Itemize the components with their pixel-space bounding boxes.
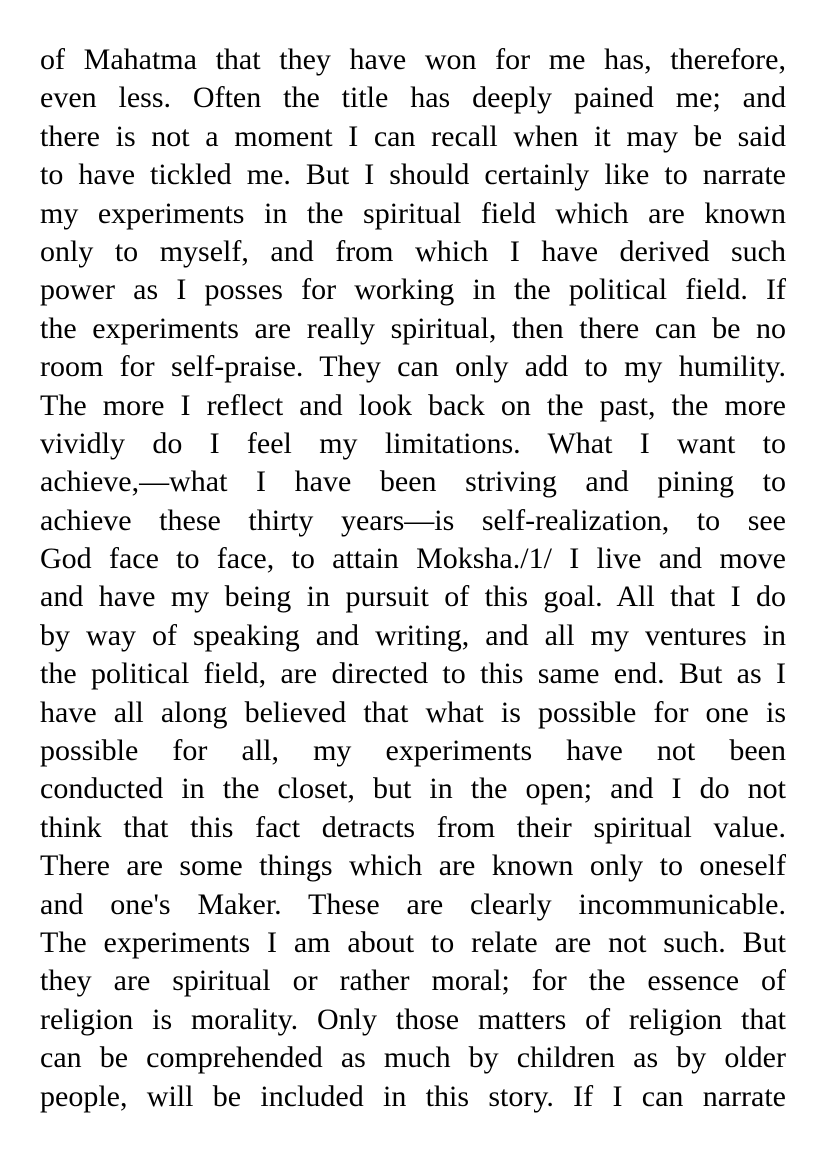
text-line: of Mahatma that they have won for me has, therefore, [40,43,786,76]
text-line: God face to face, to attain Moksha./1/ I live and move [40,542,786,576]
text-line: the political field, are directed to this same end. But as I [40,657,786,691]
text-line: room for self-praise. They can only add to my humility. [40,350,786,384]
text-line: vividly do I feel my limitations. What I want to [40,426,786,460]
text-line: achieve,—what I have been striving and pining to [40,465,786,499]
text-line: achieve these thirty years—is self-realization, to see [40,503,786,537]
text-line: power as I posses for working in the political field. If [40,273,786,307]
text-line: people, will be included in this story. If I can narrate [40,1079,786,1113]
text-line: even less. Often the title has deeply pained me; and [40,81,786,115]
text-line: conducted in the closet, but in the open; and I do not [40,772,786,806]
text-line: The experiments I am about to relate are not such. But [40,925,786,959]
body-text [40,41,786,1116]
text-line: to have tickled me. But I should certainly like to narrate [40,158,786,192]
text-line: and one's Maker. These are clearly incommunicable. [40,887,786,921]
text-line: by way of speaking and writing, and all my ventures in [40,618,786,652]
text-line: think that this fact detracts from their spiritual value. [40,810,786,844]
text-line: there is not a moment I can recall when it may be said [40,119,786,153]
text-line: only to myself, and from which I have derived such [40,234,786,268]
text-line: can be comprehended as much by children as by older [40,1041,786,1075]
text-line: religion is morality. Only those matters of religion that [40,1002,786,1036]
text-line: my experiments in the spiritual field which are known [40,196,786,230]
text-line: possible for all, my experiments have not been [40,734,786,768]
text-line: There are some things which are known only to oneself [40,849,786,883]
text-line: The more I reflect and look back on the past, the more [40,388,786,422]
text-line: have all along believed that what is possible for one is [40,695,786,729]
text-line: and have my being in pursuit of this goal. All that I do [40,580,786,614]
text-line: they are spiritual or rather moral; for the essence of [40,964,786,998]
text-line: the experiments are really spiritual, then there can be no [40,311,786,345]
